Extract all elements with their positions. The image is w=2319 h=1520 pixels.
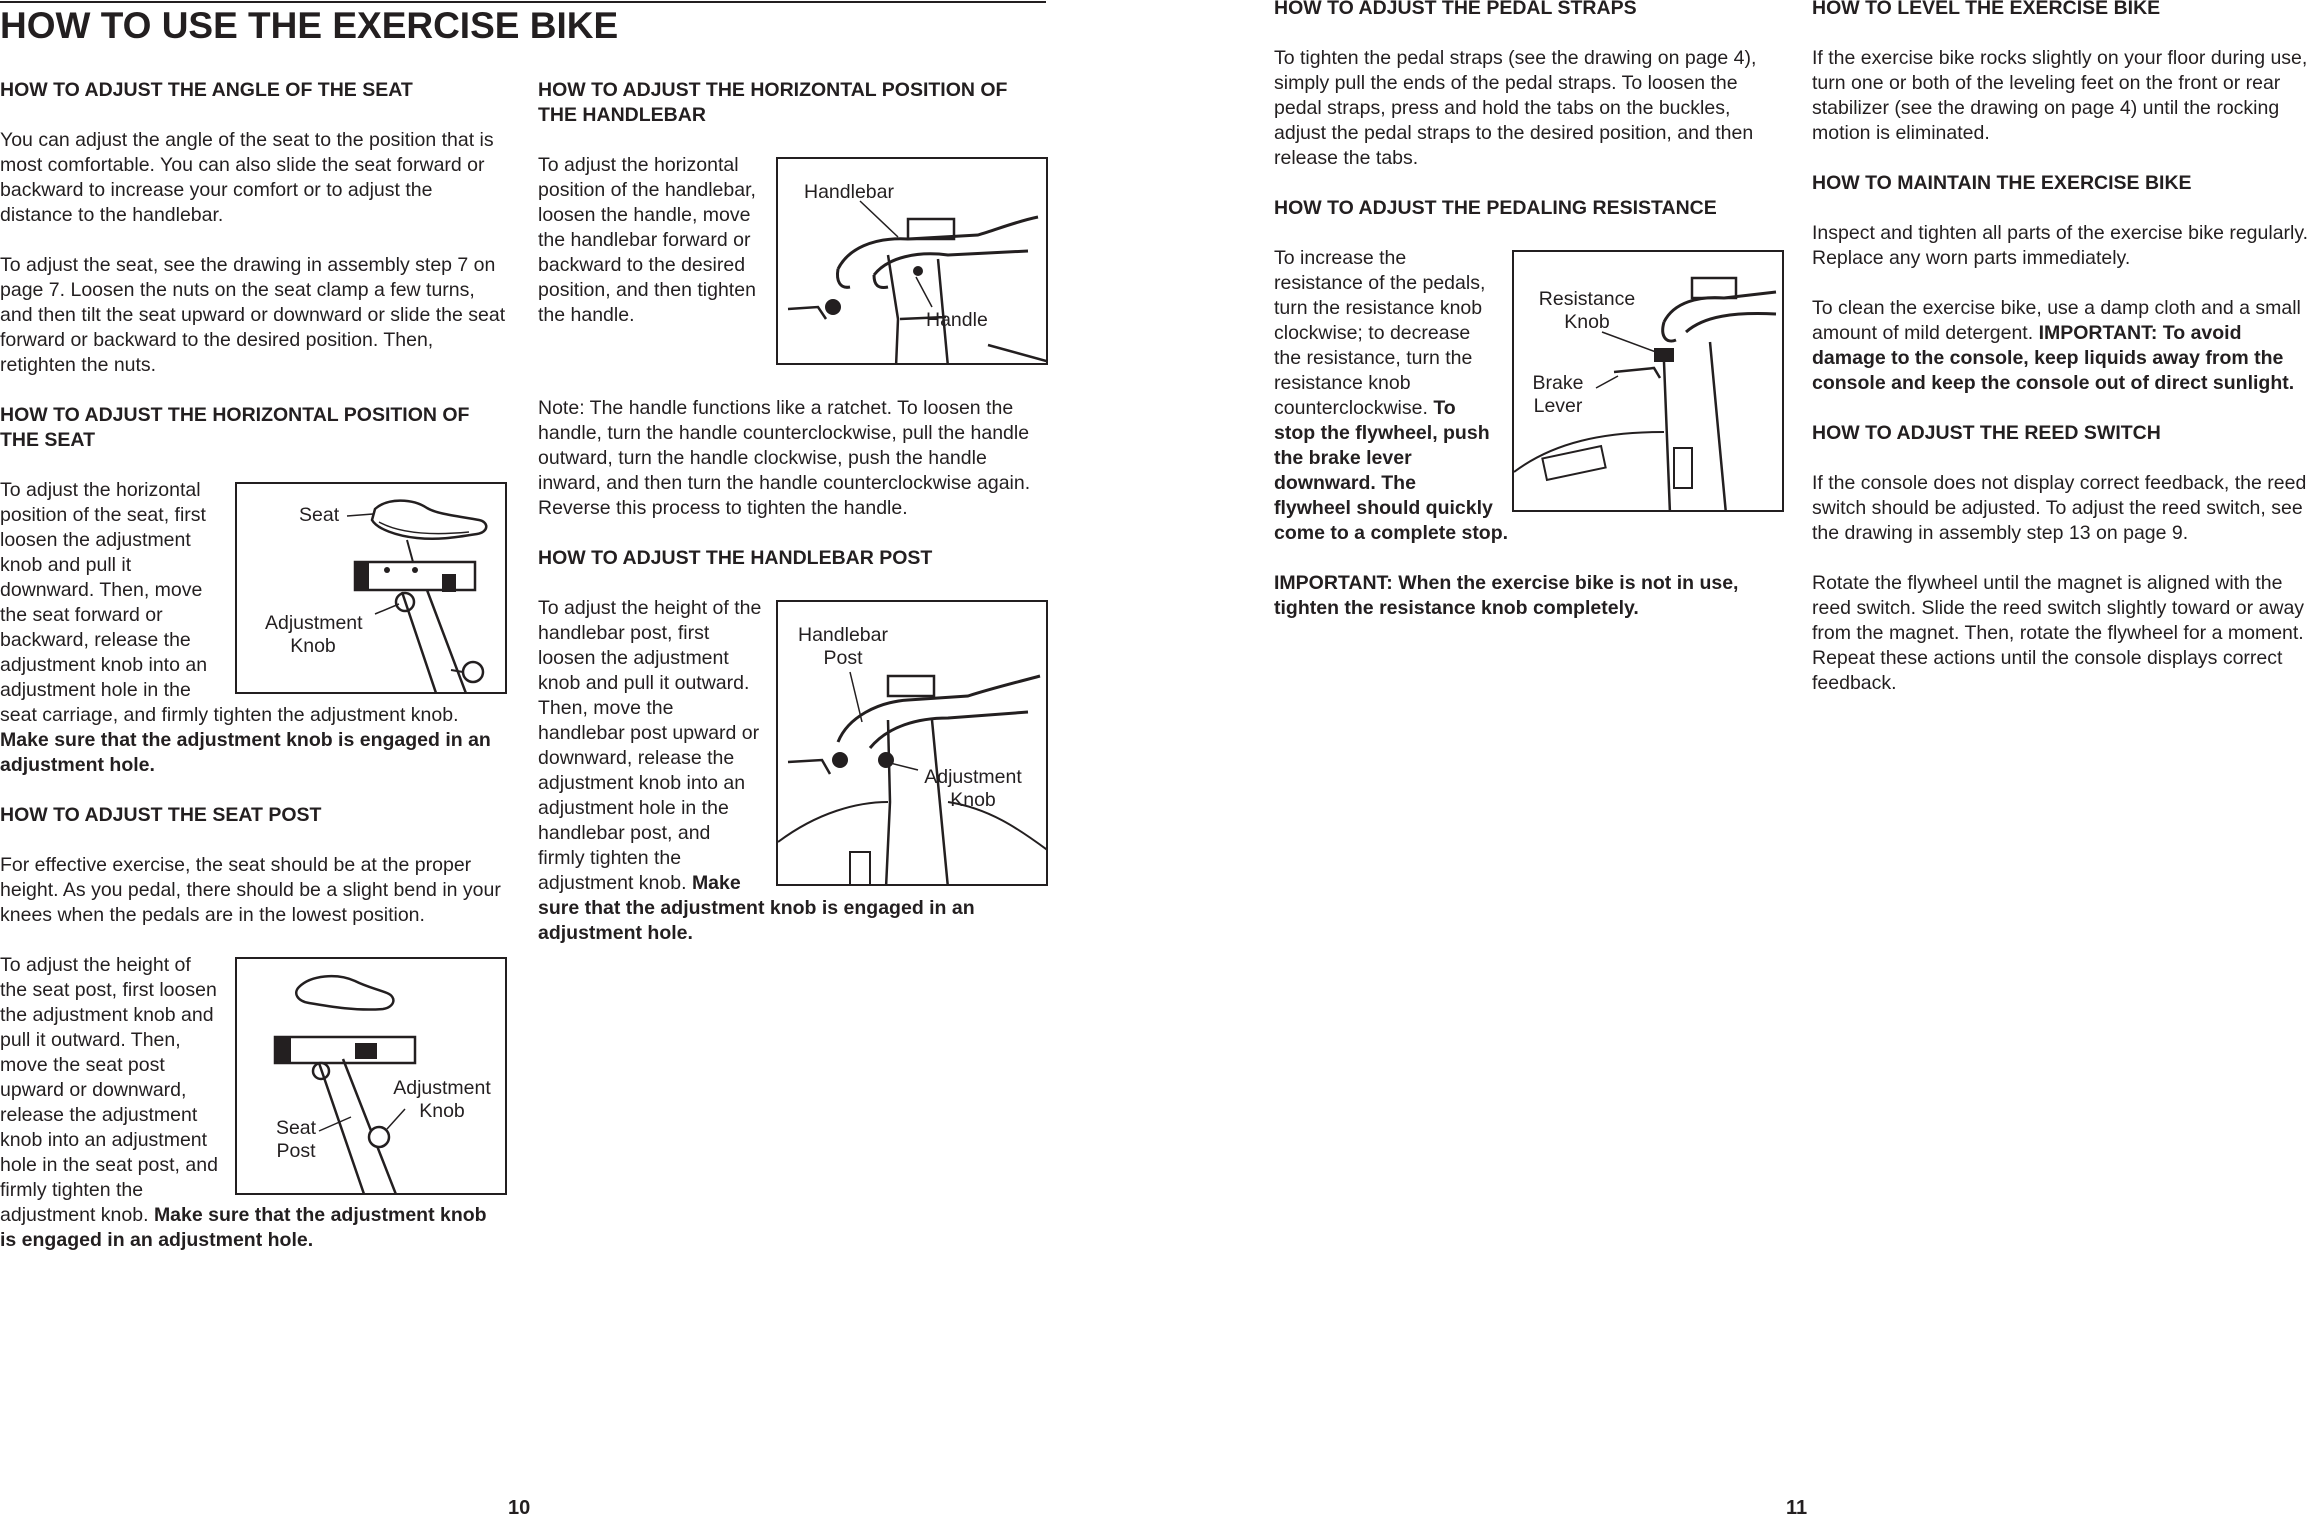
handlebar-post-figure — [776, 600, 1048, 886]
handlebar-horizontal-text: To adjust the horizontal position of the handlebar, loosen the handle, move the handlebar forward or backward to the desired position, and then tighten the handle. — [538, 154, 756, 326]
seat-post-text: To adjust the height of the seat post, first loosen the adjustment knob and pull it outward. Then, move the seat post upward or downward, release the adjustment knob into an adjustment hole in the seat post, and firmly tighten the adjustment knob. Make sure that the adjustment knob is engaged in an adjustment hole. — [0, 954, 487, 1251]
brake-lever-label: Brake Lever — [1532, 372, 1584, 417]
seat-post-heading: HOW TO ADJUST THE SEAT POST — [0, 804, 322, 826]
resistance-heading: HOW TO ADJUST THE PEDALING RESISTANCE — [1274, 197, 1717, 219]
seat-angle-heading: HOW TO ADJUST THE ANGLE OF THE SEAT — [0, 79, 413, 101]
page-11 — [1270, 0, 2319, 1518]
pedal-straps-text: To tighten the pedal straps (see the drawing on page 4), simply pull the ends of the pedal straps. To loosen the pedal straps, press and hold the tabs on the buckles, adjust the pedal straps to the desired position, and then release the tabs. — [1274, 47, 1757, 169]
maintain-paragraph-1: Inspect and tighten all parts of the exercise bike regularly. Replace any worn parts immediately. — [1812, 222, 2309, 269]
page-number-10: 10 — [508, 1497, 531, 1519]
handle-label: Handle — [926, 309, 988, 331]
handlebar-post-heading: HOW TO ADJUST THE HANDLEBAR POST — [538, 547, 933, 569]
reed-switch-heading: HOW TO ADJUST THE REED SWITCH — [1812, 422, 2161, 444]
seat-post-warning: Make sure that the adjustment knob is engaged in an adjustment hole. — [0, 1204, 487, 1251]
handlebar-post-text: To adjust the height of the handlebar post, first loosen the adjustment knob and pull it outward. Then, move the handlebar post upward or downward, release the adjustment knob into an adjustment hole in the handlebar post, and firmly tighten the adjustment knob. Make sure that the adjustment knob is engaged in an adjustment hole. — [538, 597, 975, 944]
resistance-text: To increase the resistance of the pedals, turn the resistance knob clockwise; to decrease the resistance, turn the resistance knob counterclockwise. To stop the flywheel, push the brake lever downward. The flywheel should quickly come to a complete stop. — [1274, 247, 1509, 544]
maintain-heading: HOW TO MAINTAIN THE EXERCISE BIKE — [1812, 172, 2192, 194]
adjustment-knob-label: Adjustment Knob — [265, 612, 363, 657]
pedal-straps-heading: HOW TO ADJUST THE PEDAL STRAPS — [1274, 0, 1637, 19]
seat-post-label: Seat Post — [275, 1117, 317, 1162]
seat-horizontal-figure — [235, 482, 507, 694]
left-column-2 — [538, 78, 1048, 946]
maintain-paragraph-2: To clean the exercise bike, use a damp cloth and a small amount of mild detergent. IMPORTANT: To avoid damage to the console, keep liquids away from the console and keep the console out of direct sunlight. — [1812, 297, 2301, 394]
seat-carriage-drawing — [237, 484, 507, 694]
handlebar-post-label: Handlebar Post — [798, 624, 888, 669]
handlebar-post-knob-label: Adjustment Knob — [924, 766, 1022, 811]
title-rule — [0, 1, 1046, 3]
maintain-important: IMPORTANT: To avoid damage to the console, keep liquids away from the console and keep the console out of direct sunlight. — [1812, 322, 2295, 394]
seat-horizontal-text: To adjust the horizontal position of the seat, first loosen the adjustment knob and pull it downward. Then, move the seat forward or backward, release the adjustment knob into an adjustment hole in the seat carriage, and firmly tighten the adjustment knob. Make sure that the adjustment knob is engaged in an adjustment hole. — [0, 479, 491, 776]
seat-post-paragraph-1: For effective exercise, the seat should be at the proper height. As you pedal, there should be a slight bend in your knees when the pedals are in the lowest position. — [0, 854, 501, 926]
resistance-figure — [1512, 250, 1784, 512]
seat-horizontal-warning: Make sure that the adjustment knob is engaged in an adjustment hole. — [0, 729, 491, 776]
level-heading: HOW TO LEVEL THE EXERCISE BIKE — [1812, 0, 2161, 19]
page-title: HOW TO USE THE EXERCISE BIKE — [0, 5, 619, 46]
seat-angle-paragraph-1: You can adjust the angle of the seat to the position that is most comfortable. You can also slide the seat forward or backward to increase your comfort or to adjust the distance to the handlebar. — [0, 129, 494, 226]
level-text: If the exercise bike rocks slightly on your floor during use, turn one or both of the leveling feet on the front or rear stabilizer (see the drawing on page 4) until the rocking motion is eliminated. — [1812, 47, 2308, 144]
resistance-stop-text: To stop the flywheel, push the brake lever downward. The flywheel should quickly come to a complete stop. — [1274, 397, 1509, 544]
handlebar-post-warning: Make sure that the adjustment knob is engaged in an adjustment hole. — [538, 872, 975, 944]
reed-switch-paragraph-1: If the console does not display correct feedback, the reed switch should be adjusted. To adjust the reed switch, see the drawing in assembly step 13 on page 9. — [1812, 472, 2307, 544]
seat-label: Seat — [299, 504, 340, 526]
handlebar-horizontal-heading: HOW TO ADJUST THE HORIZONTAL POSITION OF THE HANDLEBAR — [538, 79, 1008, 126]
handlebar-horizontal-figure — [776, 157, 1048, 365]
resistance-important: IMPORTANT: When the exercise bike is not in use, tighten the resistance knob completely. — [1274, 572, 1739, 619]
seat-horizontal-heading: HOW TO ADJUST THE HORIZONTAL POSITION OF THE SEAT — [0, 404, 470, 451]
page-10 — [0, 0, 1060, 1518]
right-column-1 — [1274, 0, 1784, 621]
handlebar-note: Note: The handle functions like a ratchet. To loosen the handle, turn the handle counterclockwise, pull the handle outward, turn the handle clockwise, push the handle inward, and then turn the handle counterclockwise again. Reverse this process to tighten the handle. — [538, 397, 1031, 519]
page-number-11: 11 — [1786, 1497, 1808, 1519]
resistance-knob-label: Resistance Knob — [1538, 288, 1636, 333]
handlebar-label: Handlebar — [804, 181, 894, 203]
seat-post-knob-label: Adjustment Knob — [393, 1077, 491, 1122]
reed-switch-paragraph-2: Rotate the flywheel until the magnet is aligned with the reed switch. Slide the reed switch slightly toward or away from the magnet. Then, rotate the flywheel for a moment. Repeat these actions until the console displays correct feedback. — [1812, 572, 2305, 694]
left-column-1 — [0, 78, 507, 1253]
seat-post-figure — [235, 957, 507, 1195]
right-column-2 — [1812, 0, 2319, 696]
seat-angle-paragraph-2: To adjust the seat, see the drawing in assembly step 7 on page 7. Loosen the nuts on the seat clamp a few turns, and then tilt the seat upward or downward or slide the seat forward or backward to the desired position. Then, retighten the nuts. — [0, 254, 506, 376]
